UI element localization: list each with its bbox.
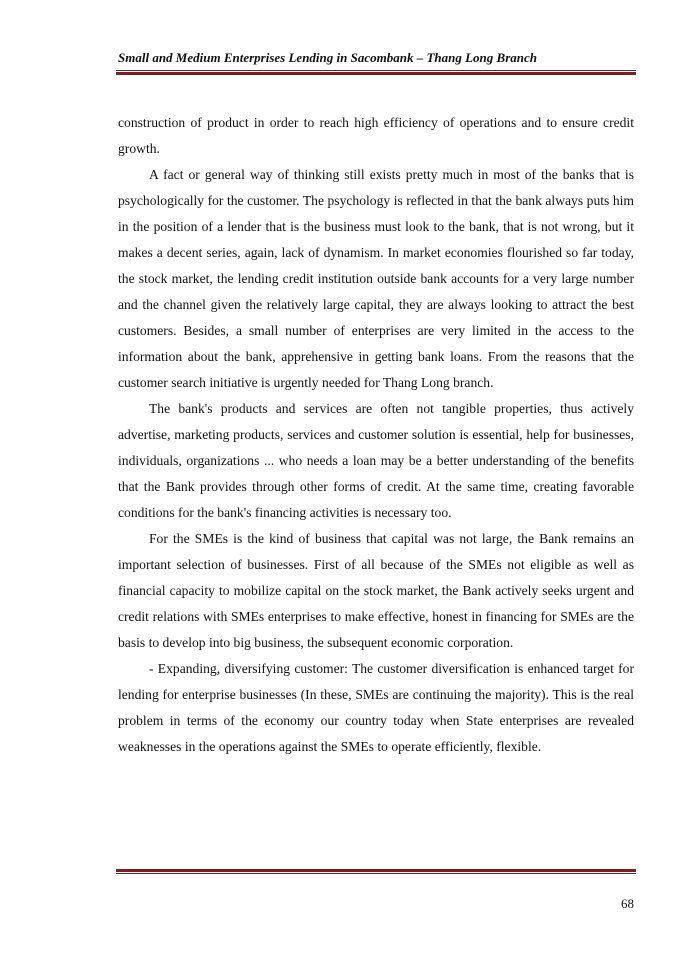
footer-rule-thin-line [116, 873, 636, 874]
footer-rule-thick-line [116, 869, 636, 872]
paragraph: The bank's products and services are often not tangible properties, thus actively advertise, marketing products, services and customer solution is essential, help for businesses, individuals, organizations ... who needs a loan may be a better understanding of the benefits that the Bank provides through other forms of credit. At the same time, creating favorable conditions for the bank's financing activities is necessary too. [118, 401, 634, 520]
paragraph-bullet: - Expanding, diversifying customer: The customer diversification is enhanced target for lending for enterprise businesses (In these, SMEs are continuing the majority). This is the real problem in terms of the economy our country today when State enterprises are revealed weaknesses in the operations against the SMEs to operate efficiently, flexible. [118, 661, 634, 754]
paragraph-continuation: construction of product in order to reach high efficiency of operations and to ensure credit growth. [118, 115, 634, 156]
running-header-title: Small and Medium Enterprises Lending in Sacombank – Thang Long Branch [118, 50, 537, 65]
header-rule-thick-line [116, 72, 636, 75]
header-rule [116, 70, 636, 75]
header-rule-thin-line [116, 70, 636, 71]
page-number: 68 [621, 896, 634, 911]
footer-rule [116, 869, 636, 874]
body-text [118, 110, 634, 760]
paragraph: A fact or general way of thinking still exists pretty much in most of the banks that is psychologically for the customer. The psychology is reflected in that the bank always puts him in the position of a lender that is the business must look to the bank, that is not wrong, but it makes a decent series, again, lack of dynamism. In market economies flourished so far today, the stock market, the lending credit institution outside bank accounts for a very large number and the channel given the relatively large capital, they are always looking to attract the best customers. Besides, a small number of enterprises are very limited in the access to the information about the bank, apprehensive in getting bank loans. From the reasons that the customer search initiative is urgently needed for Thang Long branch. [118, 167, 634, 390]
paragraph: For the SMEs is the kind of business that capital was not large, the Bank remains an important selection of businesses. First of all because of the SMEs not eligible as well as financial capacity to mobilize capital on the stock market, the Bank actively seeks urgent and credit relations with SMEs enterprises to make effective, honest in financing for SMEs are the basis to develop into big business, the subsequent economic corporation. [118, 531, 634, 650]
